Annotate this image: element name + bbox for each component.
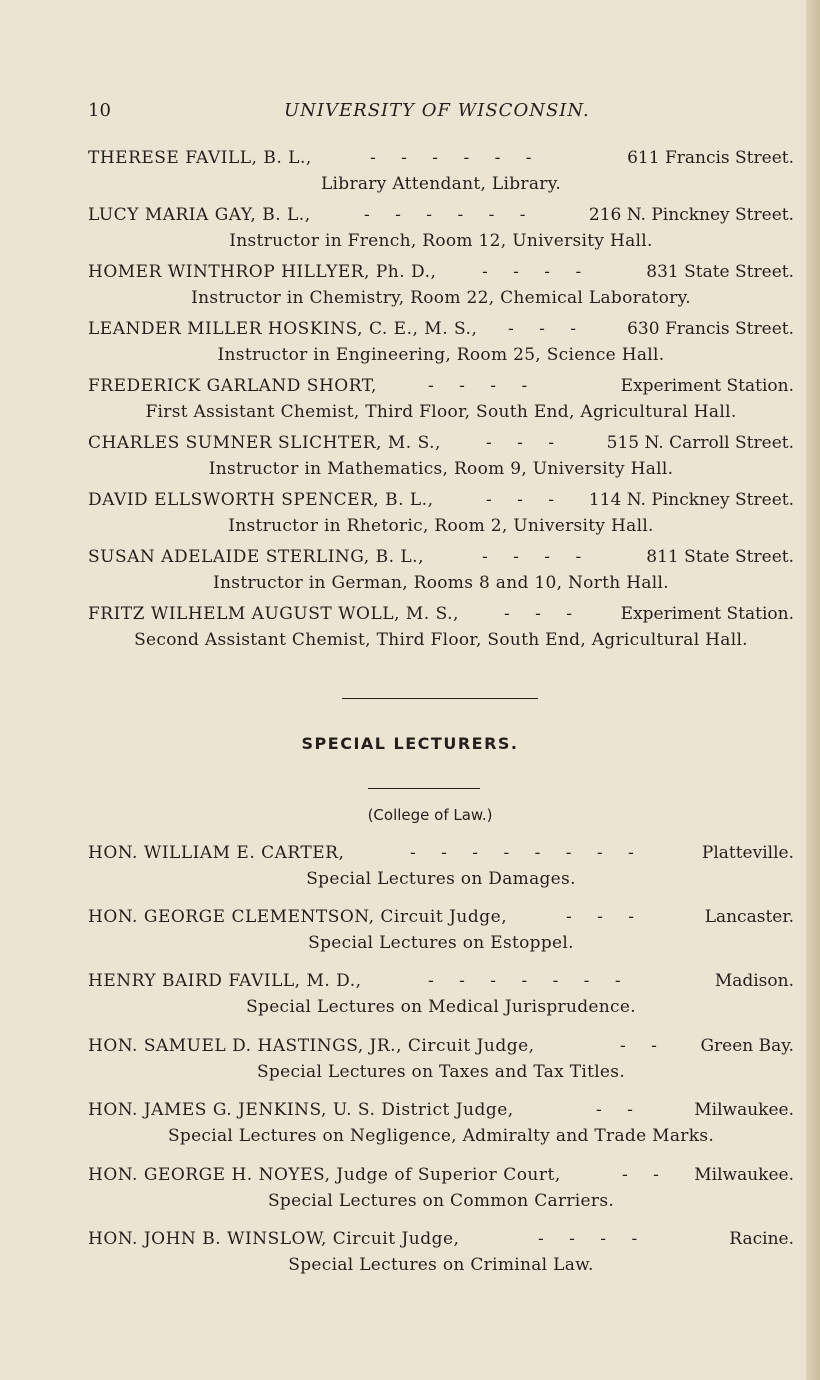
- leader-dashes: - - -: [508, 319, 587, 339]
- lecturer-entry: [88, 1100, 794, 1152]
- staff-address: Experiment Station.: [620, 604, 794, 624]
- leader-dashes: - - - - - -: [364, 205, 536, 225]
- lecturer-topic: Special Lectures on Taxes and Tax Titles.: [256, 1062, 626, 1082]
- section-divider: [342, 698, 538, 699]
- staff-entry: [88, 262, 794, 314]
- running-title: UNIVERSITY OF WISCONSIN.: [284, 100, 590, 121]
- lecturer-topic: Special Lectures on Criminal Law.: [288, 1255, 594, 1275]
- staff-entry: [88, 547, 794, 599]
- staff-entry: [88, 376, 794, 428]
- lecturer-name: HON. GEORGE H. NOYES, Judge of Superior Court,: [88, 1165, 561, 1185]
- leader-dashes: - - - -: [482, 262, 592, 282]
- staff-name: LUCY MARIA GAY, B. L.,: [88, 205, 311, 225]
- staff-entry: [88, 604, 794, 656]
- lecturer-entry: [88, 971, 794, 1023]
- staff-name: LEANDER MILLER HOSKINS, C. E., M. S.,: [88, 319, 478, 339]
- lecturer-name: HON. JAMES G. JENKINS, U. S. District Judge,: [88, 1100, 514, 1120]
- subsection-divider: [368, 788, 480, 789]
- leader-dashes: - - - -: [482, 547, 592, 567]
- lecturer-topic: Special Lectures on Damages.: [306, 869, 576, 889]
- staff-address: 515 N. Carroll Street.: [606, 433, 794, 453]
- staff-name: DAVID ELLSWORTH SPENCER, B. L.,: [88, 490, 434, 510]
- leader-dashes: - - - - - -: [370, 148, 542, 168]
- staff-name: SUSAN ADELAIDE STERLING, B. L.,: [88, 547, 424, 567]
- page-number: 10: [88, 100, 111, 121]
- staff-role: Second Assistant Chemist, Third Floor, South End, Agricultural Hall.: [134, 630, 748, 650]
- staff-role: Instructor in French, Room 12, University Hall.: [229, 231, 653, 251]
- leader-dashes: - - -: [566, 907, 645, 927]
- college-label: (College of Law.): [367, 806, 493, 824]
- page-edge-shadow: [806, 0, 820, 1380]
- lecturer-place: Milwaukee.: [694, 1100, 794, 1120]
- lecturer-topic: Special Lectures on Negligence, Admiralty and Trade Marks.: [167, 1126, 715, 1146]
- staff-address: 630 Francis Street.: [627, 319, 794, 339]
- staff-address: 216 N. Pinckney Street.: [588, 205, 794, 225]
- staff-name: FRITZ WILHELM AUGUST WOLL, M. S.,: [88, 604, 459, 624]
- staff-entry: [88, 148, 794, 200]
- staff-role: Instructor in Chemistry, Room 22, Chemical Laboratory.: [191, 288, 691, 308]
- lecturer-place: Platteville.: [701, 843, 794, 863]
- staff-entry: [88, 433, 794, 485]
- staff-address: 114 N. Pinckney Street.: [588, 490, 794, 510]
- staff-name: THERESE FAVILL, B. L.,: [88, 148, 312, 168]
- lecturer-name: HON. WILLIAM E. CARTER,: [88, 843, 345, 863]
- lecturer-name: HON. GEORGE CLEMENTSON, Circuit Judge,: [88, 907, 508, 927]
- staff-role: Instructor in Engineering, Room 25, Science Hall.: [217, 345, 665, 365]
- lecturer-place: Madison.: [714, 971, 794, 991]
- leader-dashes: - - - - - - - -: [410, 843, 644, 863]
- lecturer-place: Green Bay.: [700, 1036, 794, 1056]
- staff-role: Instructor in Mathematics, Room 9, University Hall.: [208, 459, 674, 479]
- staff-address: 811 State Street.: [646, 547, 794, 567]
- staff-entry: [88, 319, 794, 371]
- staff-role: Instructor in Rhetoric, Room 2, University Hall.: [228, 516, 654, 536]
- leader-dashes: - - -: [486, 433, 565, 453]
- leader-dashes: - - - -: [538, 1229, 648, 1249]
- section-heading: SPECIAL LECTURERS.: [301, 734, 519, 753]
- page-header: [88, 100, 792, 130]
- lecturer-name: HON. JOHN B. WINSLOW, Circuit Judge,: [88, 1229, 460, 1249]
- lecturer-entry: [88, 907, 794, 959]
- staff-name: FREDERICK GARLAND SHORT,: [88, 376, 377, 396]
- lecturer-place: Milwaukee.: [694, 1165, 794, 1185]
- leader-dashes: - - - -: [428, 376, 538, 396]
- staff-address: 831 State Street.: [646, 262, 794, 282]
- leader-dashes: - -: [622, 1165, 669, 1185]
- leader-dashes: - -: [596, 1100, 643, 1120]
- leader-dashes: - - -: [486, 490, 565, 510]
- leader-dashes: - - -: [504, 604, 583, 624]
- lecturer-name: HENRY BAIRD FAVILL, M. D.,: [88, 971, 362, 991]
- staff-entry: [88, 205, 794, 257]
- leader-dashes: - - - - - - -: [428, 971, 631, 991]
- staff-role: Library Attendant, Library.: [320, 174, 562, 194]
- lecturer-entry: [88, 1165, 794, 1217]
- staff-role: Instructor in German, Rooms 8 and 10, North Hall.: [213, 573, 669, 593]
- lecturer-entry: [88, 1036, 794, 1088]
- lecturer-entry: [88, 1229, 794, 1281]
- staff-address: Experiment Station.: [620, 376, 794, 396]
- lecturer-entry: [88, 843, 794, 895]
- staff-name: HOMER WINTHROP HILLYER, Ph. D.,: [88, 262, 437, 282]
- staff-name: CHARLES SUMNER SLICHTER, M. S.,: [88, 433, 441, 453]
- lecturer-topic: Special Lectures on Medical Jurisprudence.: [246, 997, 636, 1017]
- lecturer-topic: Special Lectures on Common Carriers.: [267, 1191, 615, 1211]
- lecturer-place: Lancaster.: [704, 907, 794, 927]
- staff-address: 611 Francis Street.: [627, 148, 794, 168]
- staff-role: First Assistant Chemist, Third Floor, South End, Agricultural Hall.: [145, 402, 737, 422]
- lecturer-topic: Special Lectures on Estoppel.: [308, 933, 574, 953]
- lecturer-name: HON. SAMUEL D. HASTINGS, JR., Circuit Judge,: [88, 1036, 535, 1056]
- staff-entry: [88, 490, 794, 542]
- lecturer-place: Racine.: [729, 1229, 794, 1249]
- leader-dashes: - -: [620, 1036, 667, 1056]
